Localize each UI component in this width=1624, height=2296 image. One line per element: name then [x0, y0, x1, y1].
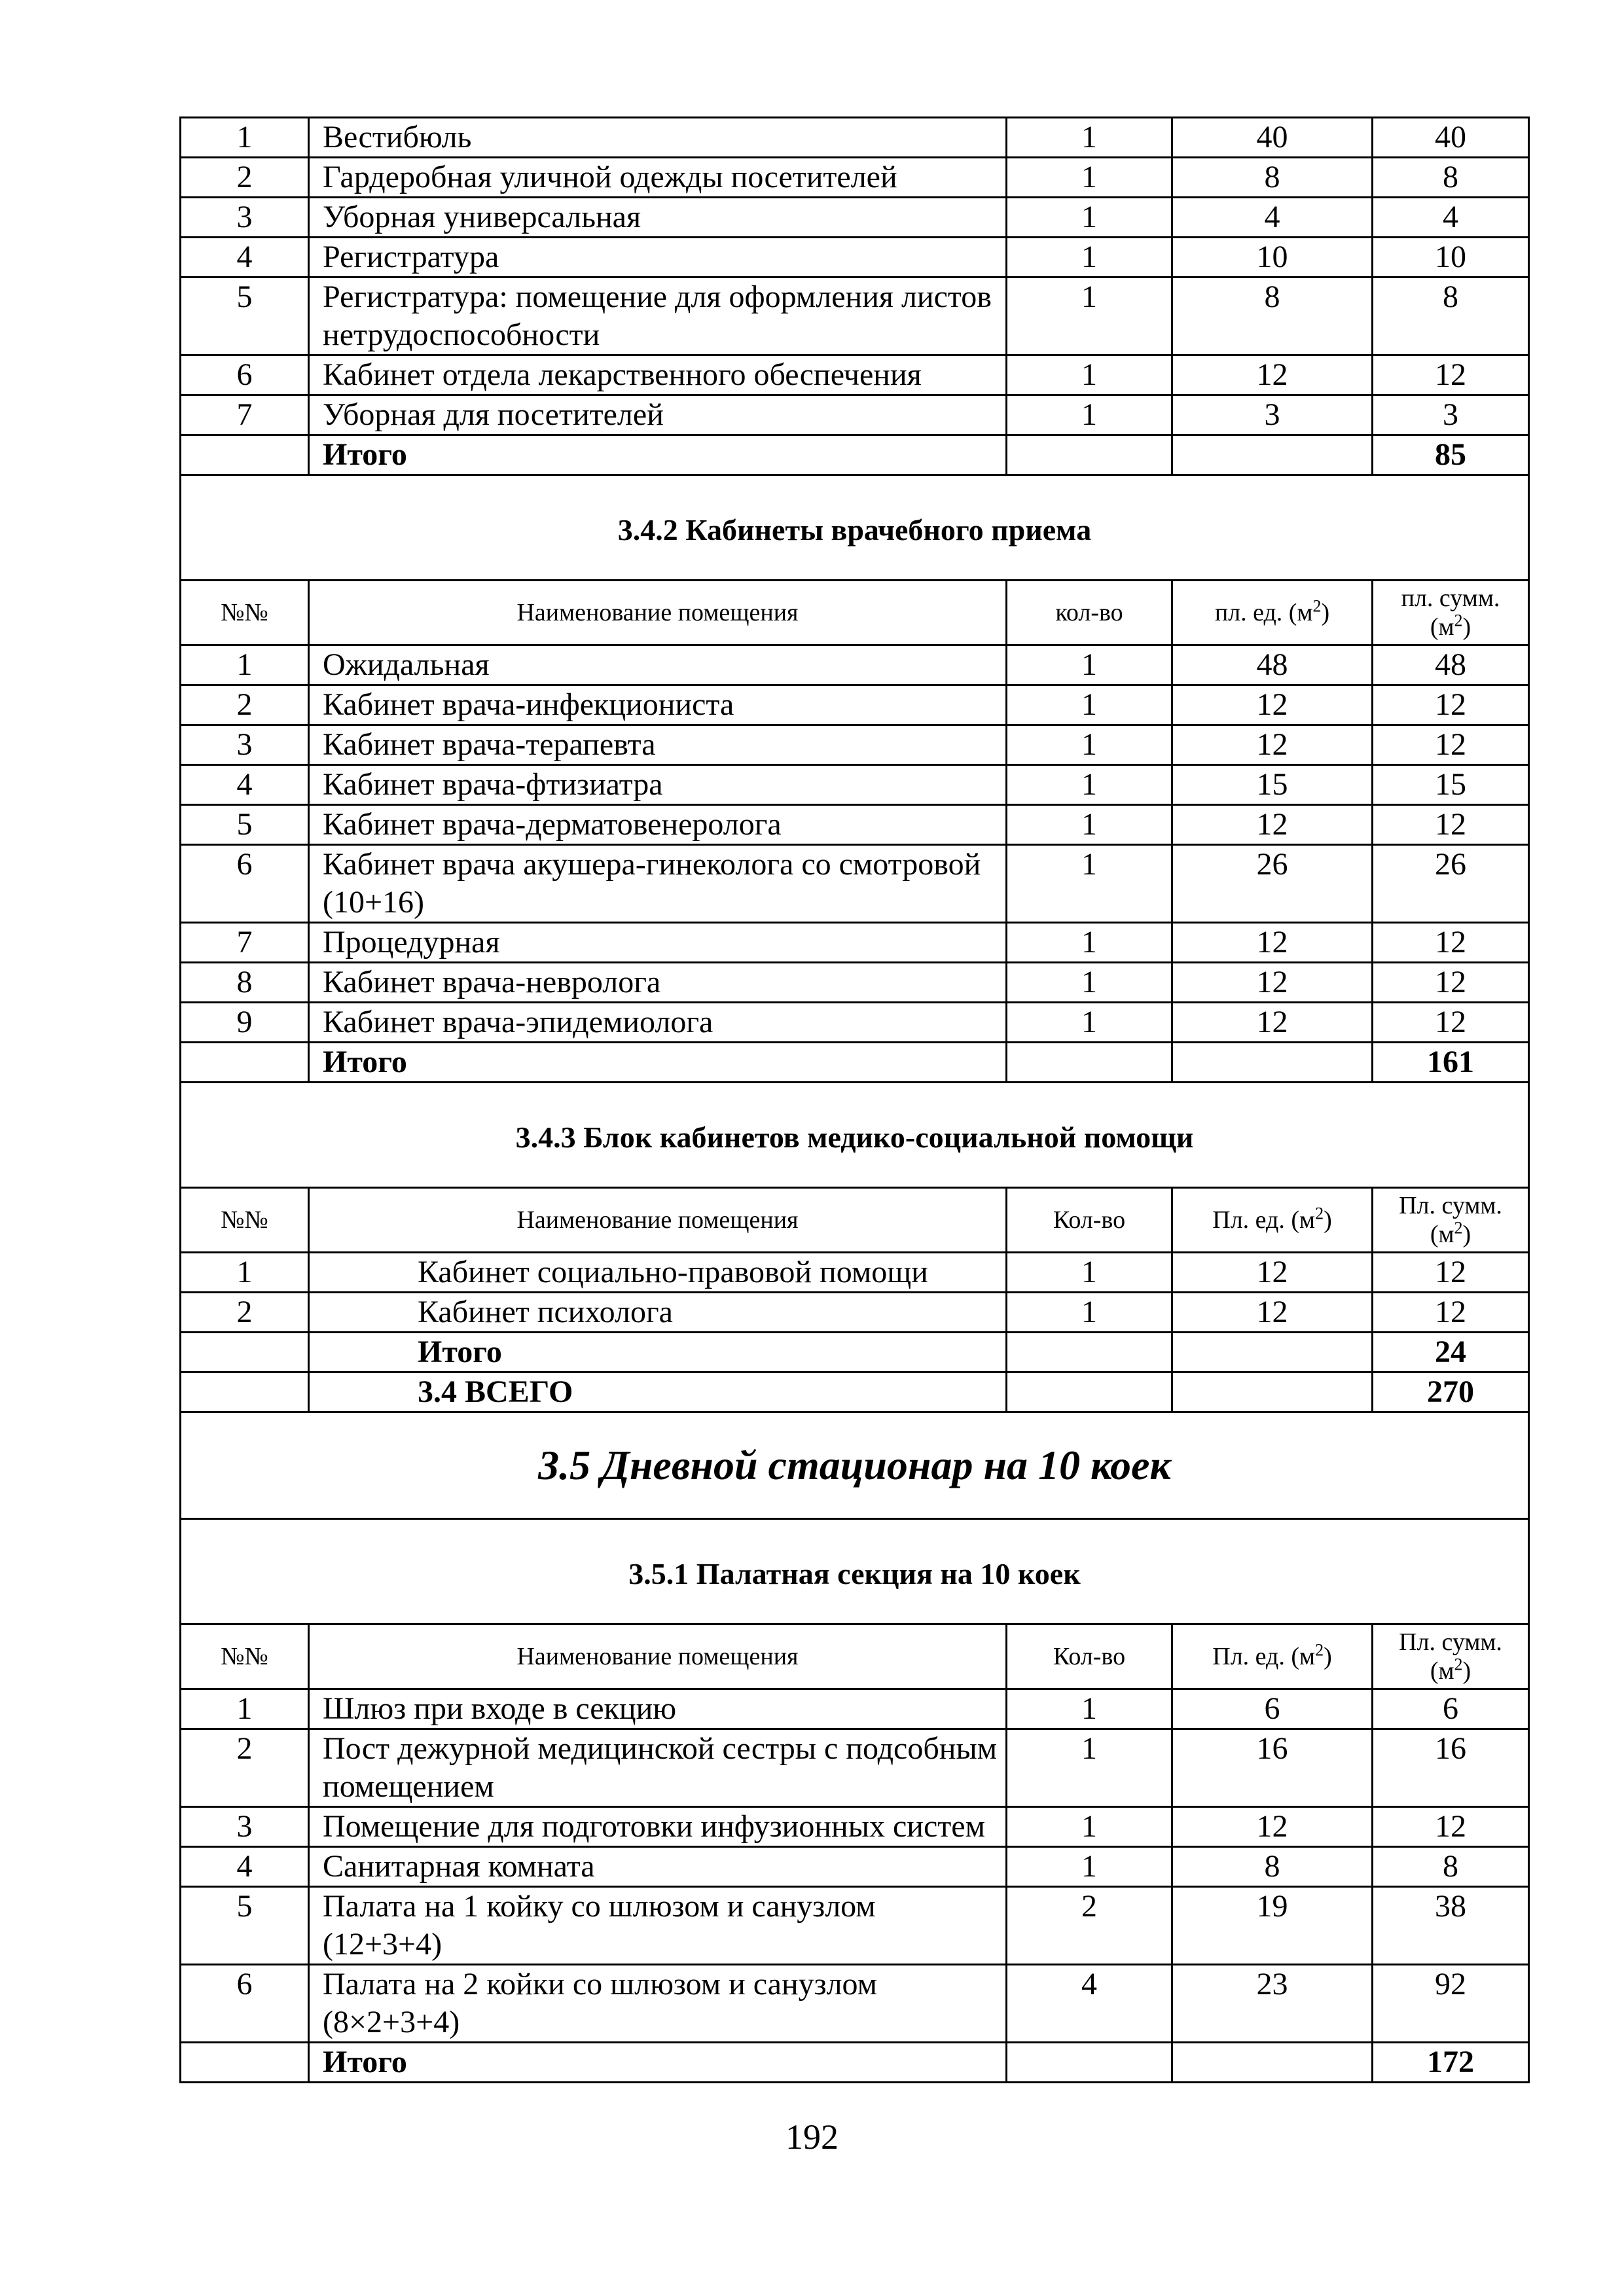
table-row	[181, 355, 1529, 395]
room-name: Ожидальная	[309, 645, 1007, 685]
row-number: 7	[181, 395, 309, 435]
room-name: Уборная универсальная	[309, 198, 1007, 238]
room-qty: 1	[1007, 1293, 1172, 1333]
total-row	[181, 435, 1529, 475]
room-unit-area: 48	[1172, 645, 1373, 685]
room-unit-area: 8	[1172, 278, 1373, 355]
room-total-area: 12	[1373, 1293, 1529, 1333]
room-qty: 1	[1007, 1807, 1172, 1847]
room-name: Кабинет врача-фтизиатра	[309, 765, 1007, 805]
empty-cell	[1172, 1372, 1373, 1412]
chapter-title: 3.5 Дневной стационар на 10 коек	[181, 1412, 1529, 1519]
row-number: 2	[181, 1729, 309, 1807]
row-number: 5	[181, 278, 309, 355]
room-total-area: 12	[1373, 725, 1529, 765]
room-name: Уборная для посетителей	[309, 395, 1007, 435]
grand-total-row	[181, 1372, 1529, 1412]
header-name: Наименование помещения	[309, 1188, 1007, 1253]
row-number: 1	[181, 1689, 309, 1729]
empty-cell	[1007, 2043, 1172, 2083]
table-row	[181, 963, 1529, 1003]
table-row	[181, 395, 1529, 435]
section-heading-row	[181, 1519, 1529, 1624]
room-total-area: 12	[1373, 923, 1529, 963]
table-row	[181, 765, 1529, 805]
empty-cell	[181, 1333, 309, 1372]
row-number: 4	[181, 238, 309, 278]
room-qty: 1	[1007, 923, 1172, 963]
table-row	[181, 1729, 1529, 1807]
total-row	[181, 2043, 1529, 2083]
table-row	[181, 645, 1529, 685]
row-number: 6	[181, 845, 309, 923]
room-total-area: 10	[1373, 238, 1529, 278]
header-name: Наименование помещения	[309, 581, 1007, 645]
rooms-table	[179, 117, 1530, 2083]
total-value: 24	[1373, 1333, 1529, 1372]
room-qty: 1	[1007, 765, 1172, 805]
room-unit-area: 10	[1172, 238, 1373, 278]
room-total-area: 12	[1373, 355, 1529, 395]
row-number: 1	[181, 1253, 309, 1293]
empty-cell	[1007, 1043, 1172, 1083]
room-name: Кабинет социально-правовой помощи	[309, 1253, 1007, 1293]
room-name: Палата на 1 койку со шлюзом и санузлом (12+3+4)	[309, 1887, 1007, 1965]
room-qty: 1	[1007, 278, 1172, 355]
header-unit-area: пл. ед. $(м^2)$	[1172, 581, 1373, 645]
room-name: Кабинет врача-невролога	[309, 963, 1007, 1003]
empty-cell	[1007, 1372, 1172, 1412]
column-header-row	[181, 1624, 1529, 1689]
room-total-area: 4	[1373, 198, 1529, 238]
room-unit-area: 16	[1172, 1729, 1373, 1807]
room-total-area: 26	[1373, 845, 1529, 923]
table-row	[181, 1003, 1529, 1043]
row-number: 2	[181, 685, 309, 725]
room-total-area: 48	[1373, 645, 1529, 685]
table-row	[181, 118, 1529, 158]
room-unit-area: 12	[1172, 725, 1373, 765]
page-number: 192	[785, 2117, 839, 2157]
room-name: Кабинет врача акушера-гинеколога со смотровой (10+16)	[309, 845, 1007, 923]
header-name: Наименование помещения	[309, 1624, 1007, 1689]
room-unit-area: 12	[1172, 923, 1373, 963]
empty-cell	[1007, 435, 1172, 475]
row-number: 6	[181, 355, 309, 395]
room-name: Регистратура	[309, 238, 1007, 278]
room-unit-area: 12	[1172, 805, 1373, 845]
row-number: 4	[181, 765, 309, 805]
room-total-area: 8	[1373, 278, 1529, 355]
room-qty: 1	[1007, 963, 1172, 1003]
room-unit-area: 19	[1172, 1887, 1373, 1965]
total-label: Итого	[309, 1043, 1007, 1083]
header-qty: кол-во	[1007, 581, 1172, 645]
room-name: Вестибюль	[309, 118, 1007, 158]
total-row	[181, 1333, 1529, 1372]
room-total-area: 6	[1373, 1689, 1529, 1729]
room-name: Кабинет врача-дерматовенеролога	[309, 805, 1007, 845]
room-name: Кабинет психолога	[309, 1293, 1007, 1333]
room-name: Процедурная	[309, 923, 1007, 963]
row-number: 7	[181, 923, 309, 963]
row-number: 9	[181, 1003, 309, 1043]
room-total-area: 12	[1373, 1003, 1529, 1043]
room-qty: 1	[1007, 645, 1172, 685]
table-row	[181, 845, 1529, 923]
grand-total-value: 270	[1373, 1372, 1529, 1412]
room-total-area: 12	[1373, 1253, 1529, 1293]
table-row	[181, 158, 1529, 198]
room-unit-area: 6	[1172, 1689, 1373, 1729]
section-heading-row	[181, 1083, 1529, 1188]
header-qty: Кол-во	[1007, 1188, 1172, 1253]
column-header-row	[181, 1188, 1529, 1253]
total-row	[181, 1043, 1529, 1083]
room-name: Кабинет врача-терапевта	[309, 725, 1007, 765]
room-qty: 1	[1007, 198, 1172, 238]
room-unit-area: 40	[1172, 118, 1373, 158]
section-title: 3.4.2 Кабинеты врачебного приема	[181, 475, 1529, 581]
room-unit-area: 12	[1172, 1293, 1373, 1333]
table-row	[181, 1293, 1529, 1333]
room-total-area: 3	[1373, 395, 1529, 435]
table-row	[181, 198, 1529, 238]
room-total-area: 8	[1373, 158, 1529, 198]
table-row	[181, 278, 1529, 355]
room-name: Палата на 2 койки со шлюзом и санузлом (8×2+3+4)	[309, 1965, 1007, 2043]
table-row	[181, 238, 1529, 278]
empty-cell	[181, 435, 309, 475]
room-qty: 1	[1007, 158, 1172, 198]
row-number: 1	[181, 118, 309, 158]
empty-cell	[1007, 1333, 1172, 1372]
room-total-area: 12	[1373, 1807, 1529, 1847]
row-number: 4	[181, 1847, 309, 1887]
room-total-area: 12	[1373, 805, 1529, 845]
section-title: 3.4.3 Блок кабинетов медико-социальной помощи	[181, 1083, 1529, 1188]
row-number: 1	[181, 645, 309, 685]
room-qty: 1	[1007, 685, 1172, 725]
header-number: №№	[181, 1188, 309, 1253]
room-total-area: 12	[1373, 963, 1529, 1003]
row-number: 2	[181, 1293, 309, 1333]
room-unit-area: 12	[1172, 1003, 1373, 1043]
table-row	[181, 1807, 1529, 1847]
table-row	[181, 1689, 1529, 1729]
section-title: 3.5.1 Палатная секция на 10 коек	[181, 1519, 1529, 1624]
row-number: 3	[181, 198, 309, 238]
empty-cell	[1172, 435, 1373, 475]
room-qty: 1	[1007, 238, 1172, 278]
chapter-heading-row	[181, 1412, 1529, 1519]
room-total-area: 40	[1373, 118, 1529, 158]
room-name: Кабинет отдела лекарственного обеспечения	[309, 355, 1007, 395]
header-total-area: пл. сумм. $(м^2)$	[1373, 581, 1529, 645]
room-total-area: 15	[1373, 765, 1529, 805]
room-total-area: 38	[1373, 1887, 1529, 1965]
room-unit-area: 26	[1172, 845, 1373, 923]
room-unit-area: 8	[1172, 158, 1373, 198]
section-heading-row	[181, 475, 1529, 581]
room-qty: 1	[1007, 725, 1172, 765]
table-row	[181, 1847, 1529, 1887]
room-total-area: 92	[1373, 1965, 1529, 2043]
room-qty: 1	[1007, 1847, 1172, 1887]
header-qty: Кол-во	[1007, 1624, 1172, 1689]
room-unit-area: 12	[1172, 355, 1373, 395]
header-unit-area: Пл. ед. $(м^2)$	[1172, 1188, 1373, 1253]
table-row	[181, 1965, 1529, 2043]
header-number: №№	[181, 581, 309, 645]
row-number: 3	[181, 725, 309, 765]
room-unit-area: 15	[1172, 765, 1373, 805]
room-name: Кабинет врача-эпидемиолога	[309, 1003, 1007, 1043]
total-label: Итого	[309, 435, 1007, 475]
row-number: 3	[181, 1807, 309, 1847]
total-value: 161	[1373, 1043, 1529, 1083]
empty-cell	[1172, 1043, 1373, 1083]
room-unit-area: 12	[1172, 1253, 1373, 1293]
room-total-area: 12	[1373, 685, 1529, 725]
room-unit-area: 12	[1172, 963, 1373, 1003]
room-qty: 1	[1007, 395, 1172, 435]
room-name: Шлюз при входе в секцию	[309, 1689, 1007, 1729]
row-number: 8	[181, 963, 309, 1003]
total-label: Итого	[309, 1333, 1007, 1372]
room-qty: 1	[1007, 1253, 1172, 1293]
header-number: №№	[181, 1624, 309, 1689]
total-value: 172	[1373, 2043, 1529, 2083]
room-name: Пост дежурной медицинской сестры с подсобным помещением	[309, 1729, 1007, 1807]
column-header-row	[181, 581, 1529, 645]
table-row	[181, 805, 1529, 845]
table-row	[181, 1887, 1529, 1965]
table-row	[181, 1253, 1529, 1293]
empty-cell	[181, 1043, 309, 1083]
room-qty: 1	[1007, 805, 1172, 845]
room-name: Гардеробная уличной одежды посетителей	[309, 158, 1007, 198]
table-row	[181, 923, 1529, 963]
row-number: 2	[181, 158, 309, 198]
table-row	[181, 725, 1529, 765]
room-qty: 1	[1007, 1689, 1172, 1729]
room-unit-area: 4	[1172, 198, 1373, 238]
header-total-area: Пл. сумм. $(м^2)$	[1373, 1188, 1529, 1253]
room-unit-area: 8	[1172, 1847, 1373, 1887]
room-qty: 1	[1007, 1003, 1172, 1043]
empty-cell	[1172, 1333, 1373, 1372]
room-total-area: 8	[1373, 1847, 1529, 1887]
room-name: Помещение для подготовки инфузионных систем	[309, 1807, 1007, 1847]
row-number: 5	[181, 805, 309, 845]
empty-cell	[181, 1372, 309, 1412]
room-total-area: 16	[1373, 1729, 1529, 1807]
room-qty: 1	[1007, 118, 1172, 158]
room-qty: 1	[1007, 355, 1172, 395]
table-row	[181, 685, 1529, 725]
row-number: 5	[181, 1887, 309, 1965]
header-total-area: Пл. сумм. $(м^2)$	[1373, 1624, 1529, 1689]
room-qty: 2	[1007, 1887, 1172, 1965]
room-qty: 1	[1007, 1729, 1172, 1807]
room-unit-area: 12	[1172, 1807, 1373, 1847]
room-qty: 1	[1007, 845, 1172, 923]
room-unit-area: 23	[1172, 1965, 1373, 2043]
room-unit-area: 3	[1172, 395, 1373, 435]
total-value: 85	[1373, 435, 1529, 475]
room-name: Регистратура: помещение для оформления листов нетрудоспособности	[309, 278, 1007, 355]
header-unit-area: Пл. ед. $(м^2)$	[1172, 1624, 1373, 1689]
empty-cell	[181, 2043, 309, 2083]
room-name: Кабинет врача-инфекциониста	[309, 685, 1007, 725]
room-unit-area: 12	[1172, 685, 1373, 725]
total-label: Итого	[309, 2043, 1007, 2083]
empty-cell	[1172, 2043, 1373, 2083]
room-name: Санитарная комната	[309, 1847, 1007, 1887]
grand-total-label: 3.4 ВСЕГО	[309, 1372, 1007, 1412]
room-qty: 4	[1007, 1965, 1172, 2043]
row-number: 6	[181, 1965, 309, 2043]
